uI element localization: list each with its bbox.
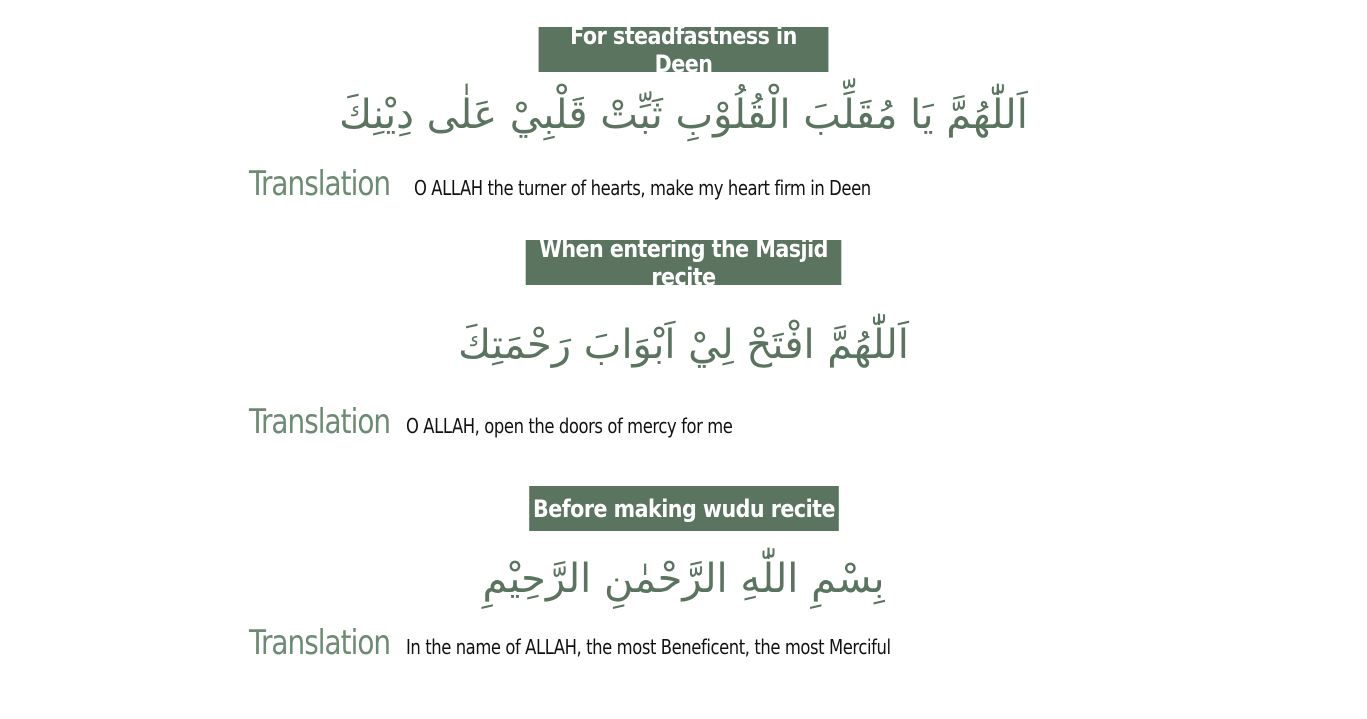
arabic-dua-text: بِسْمِ اللّٰهِ الرَّحْمٰنِ الرَّحِيْمِ — [482, 556, 885, 602]
section-heading: For steadfastness in Deen — [539, 27, 829, 72]
translation-text: O ALLAH, open the doors of mercy for me — [406, 414, 733, 438]
arabic-dua-text: اَللّٰهُمَّ افْتَحْ لِيْ اَبْوَابَ رَحْمَتِكَ — [458, 322, 909, 368]
section-heading: When entering the Masjid recite — [526, 240, 842, 285]
translation-label: Translation — [249, 402, 391, 442]
arabic-dua-text: اَللّٰهُمَّ يَا مُقَلِّبَ الْقُلُوْبِ ثَبِّتْ قَلْبِيْ عَلٰى دِيْنِكَ — [339, 92, 1028, 138]
section-heading: Before making wudu recite — [529, 486, 839, 531]
translation-label: Translation — [249, 164, 391, 204]
translation-label: Translation — [249, 623, 391, 663]
translation-text: In the name of ALLAH, the most Beneficent, the most Merciful — [406, 635, 891, 659]
translation-text: O ALLAH the turner of hearts, make my heart firm in Deen — [414, 176, 871, 200]
